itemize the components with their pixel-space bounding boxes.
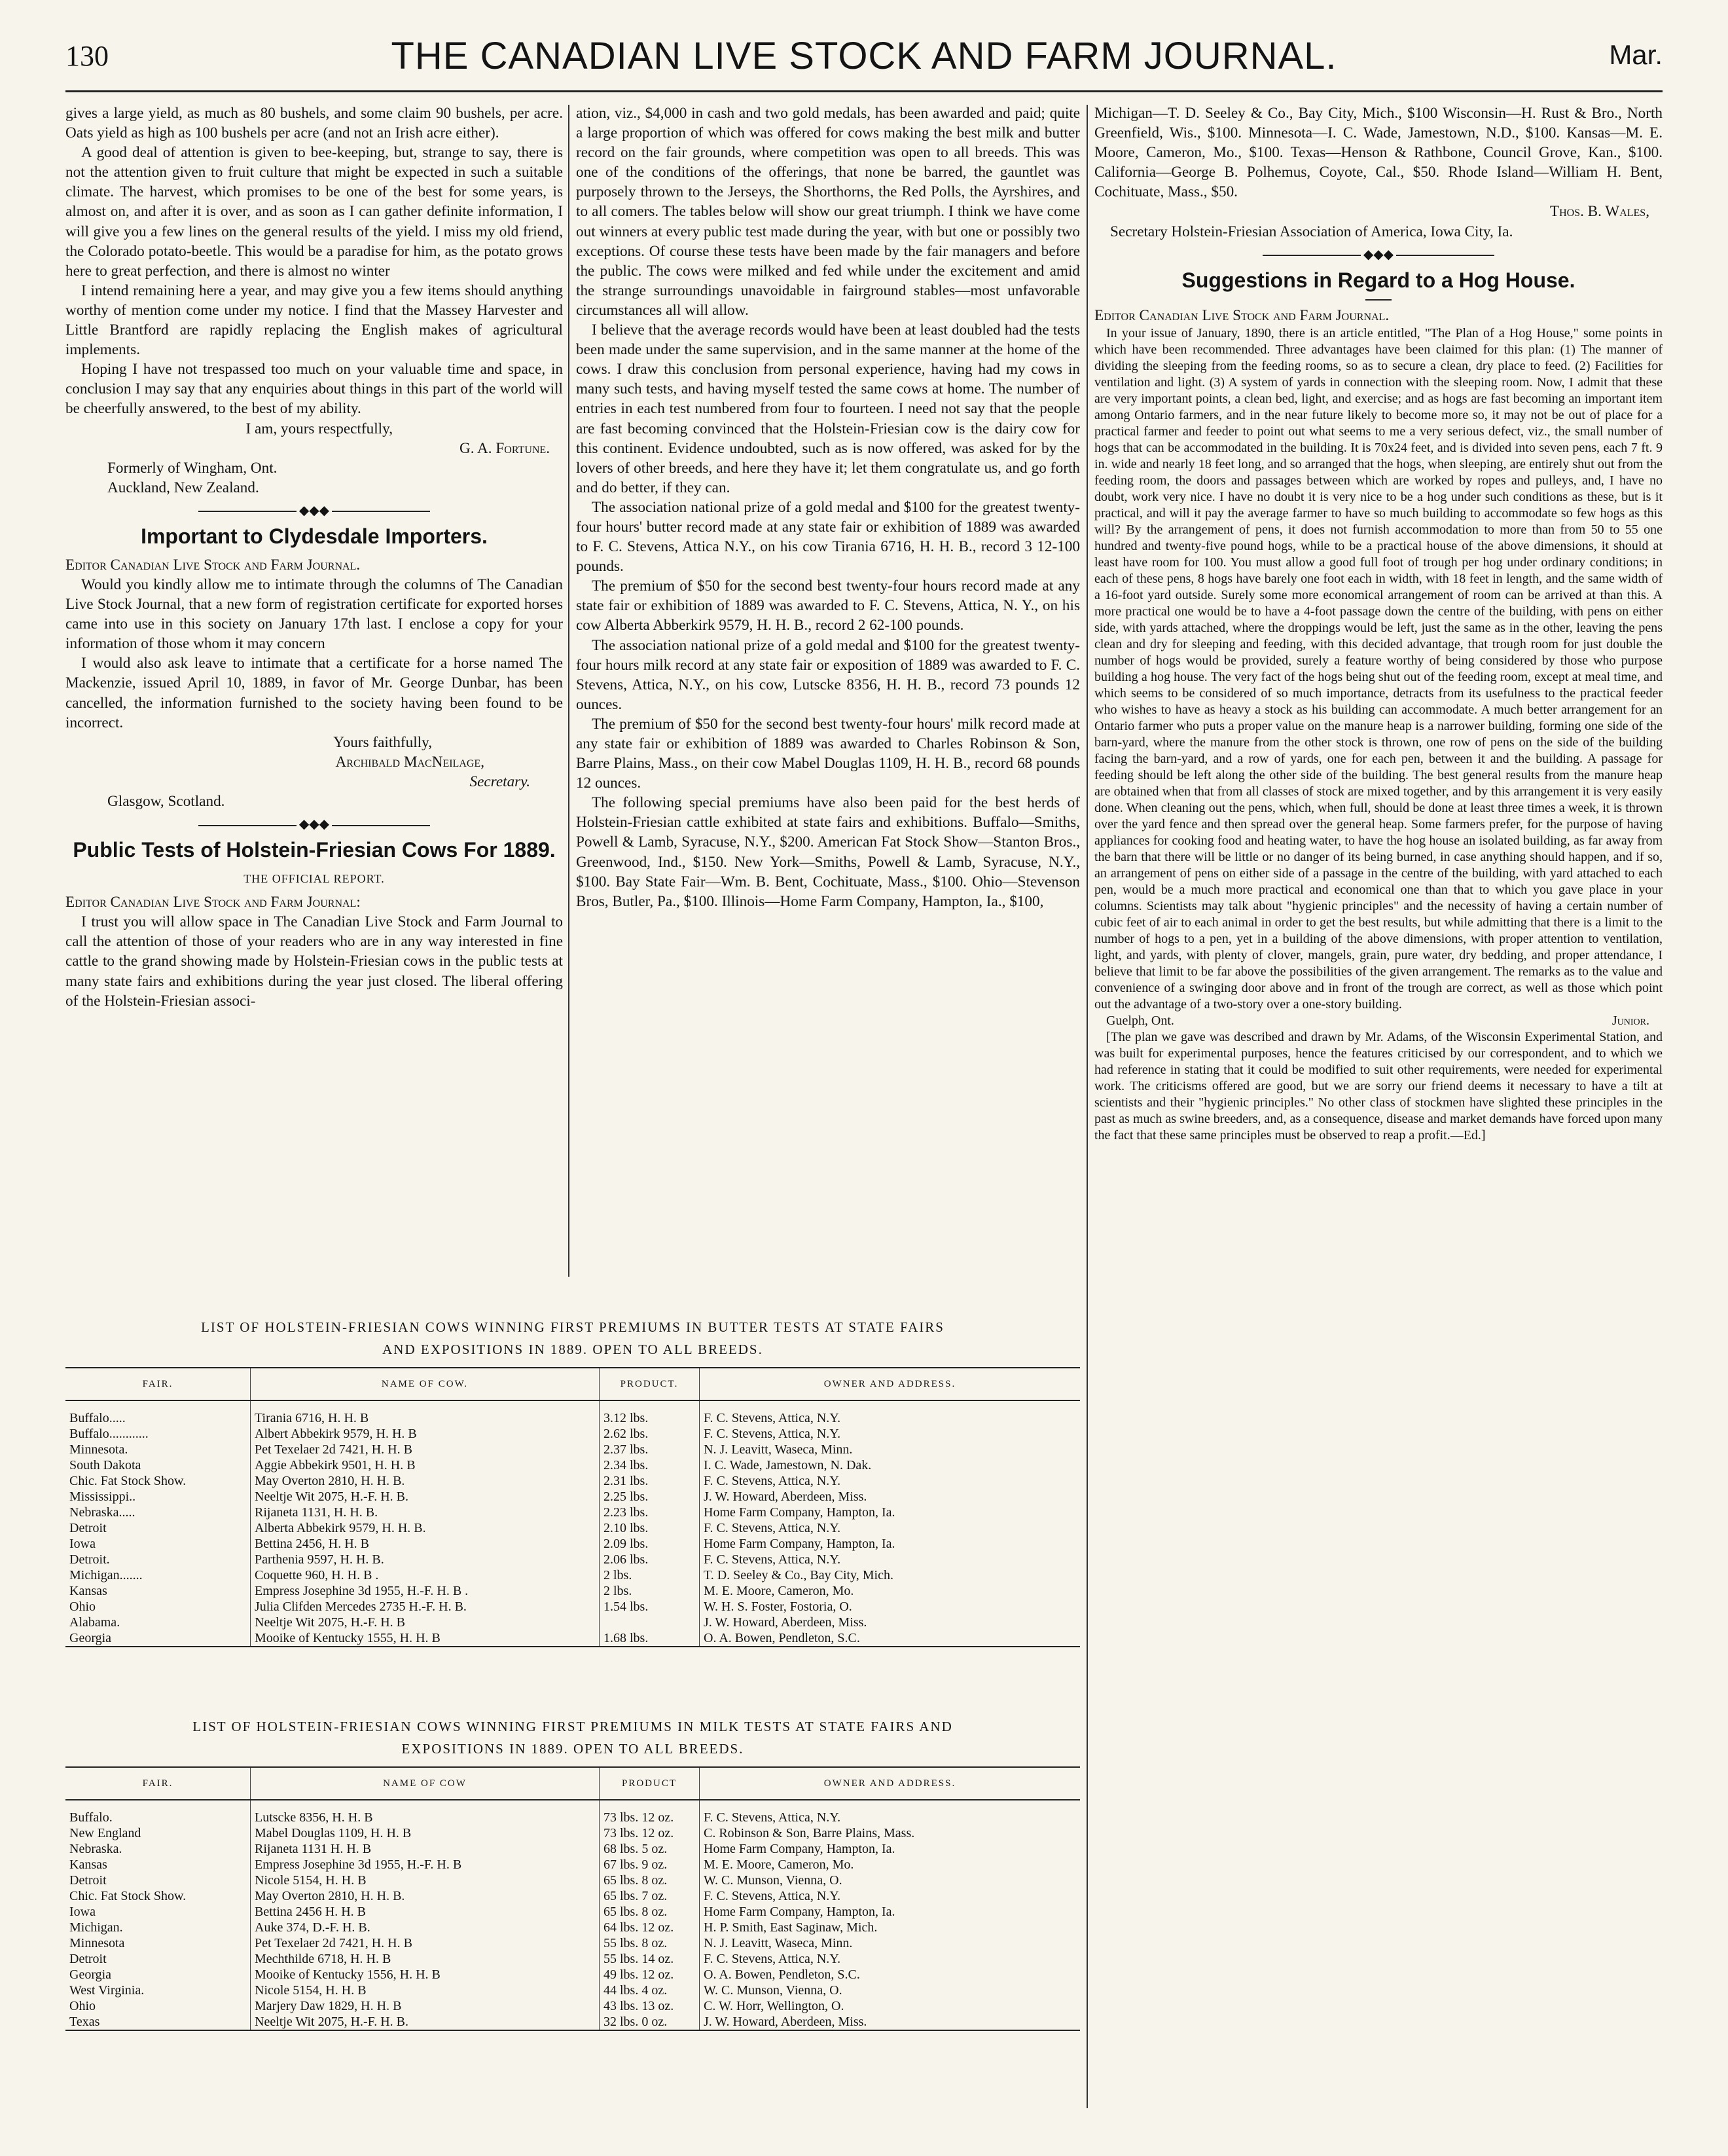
milk-test-table	[65, 1766, 1080, 2031]
table-cell-owner: M. E. Moore, Cameron, Mo.	[704, 1857, 854, 1872]
table-cell-owner: H. P. Smith, East Saginaw, Mich.	[704, 1920, 878, 1935]
table-cell-cow: Empress Josephine 3d 1955, H.-F. H. B .	[251, 1583, 600, 1599]
paragraph: Would you kindly allow me to intimate through the columns of The Canadian Live Stock Journal, that a new form of registration certificate for exported horses came into use in this society on January 17th last. I enclose a copy for your information of those whom it may concern	[65, 576, 563, 653]
paragraph: A good deal of attention is given to bee-keeping, but, strange to say, there is not the attention given to fruit culture that might be expected in such a suitable climate. The harvest, which promises to be one of the best for some years, is almost on, and after it is over, and as soon as I can gather definite information, I will give you a few lines on the general results of the yield. I miss my old friend, the Colorado potato-beetle. This would be a paradise for him, as the potato grows here to great perfection, and there is almost no winter	[65, 144, 563, 280]
editor-note: [The plan we gave was described and drawn by Mr. Adams, of the Wisconsin Experimental Station, and was built for experimental purposes, hence the features criticised by our correspondent, and to which we had reference in stating that it could be modified to suit other requirements, were needed for experimental work. The criticisms offered are good, but we are sorry our friend deems it necessary to have a tilt at scientists and their "hygienic principles." No other class of stockmen have slighted these principles in the past as much as swine breeders, and, as a consequence, disease and market demands have forced upon many the fact that these same principles must be observed to reap a profit.—Ed.]	[1094, 1029, 1663, 1142]
table-cell-prod: 2.23 lbs.	[600, 1505, 700, 1520]
letter-signature: Archibald MacNeilage,	[335, 753, 484, 771]
table-cell-fair: Chic. Fat Stock Show.	[65, 1888, 251, 1904]
table-cell-prod: 2.37 lbs.	[600, 1442, 700, 1457]
table-cell-owner: Home Farm Company, Hampton, Ia.	[704, 1905, 895, 1919]
table-cell-prod: 65 lbs. 8 oz.	[600, 1904, 700, 1920]
table-cell-prod: 2 lbs.	[600, 1583, 700, 1599]
column-3	[1094, 103, 1663, 1144]
column-2	[576, 103, 1080, 911]
table-cell-prod: 2.34 lbs.	[600, 1457, 700, 1473]
table-row	[65, 1473, 1080, 1489]
table-cell-cow: Rijaneta 1131, H. H. B.	[251, 1505, 600, 1520]
letter-place: Glasgow, Scotland.	[107, 793, 225, 810]
table-row	[65, 1935, 1080, 1951]
article-heading: Public Tests of Holstein-Friesian Cows For 1889.	[73, 838, 556, 862]
table-cell-prod: 2 lbs.	[600, 1567, 700, 1583]
paragraph: The association national prize of a gold medal and $100 for the greatest twenty-four hours milk record at any state fair or exposition of 1889 was awarded to F. C. Stevens, Attica, N.Y., on his cow, Lutscke 8356, H. H. B., record 73 pounds 12 ounces.	[576, 636, 1080, 713]
table-cell-prod: 67 lbs. 9 oz.	[600, 1857, 700, 1873]
table-cell-owner: W. C. Munson, Vienna, O.	[704, 1873, 842, 1888]
table-cell-owner: F. C. Stevens, Attica, N.Y.	[704, 1810, 841, 1825]
table-cell-owner: Home Farm Company, Hampton, Ia.	[704, 1505, 895, 1520]
table-cell-prod: 55 lbs. 8 oz.	[600, 1935, 700, 1951]
letter-signature: Thos. B. Wales,	[1549, 203, 1649, 221]
table-cell-fair: Kansas	[65, 1583, 251, 1599]
column-header: PRODUCT.	[600, 1368, 700, 1400]
table-row	[65, 1400, 1080, 1426]
table-cell-fair: Texas	[65, 2014, 251, 2030]
column-header: PRODUCT	[600, 1767, 700, 1800]
table-cell-prod: 49 lbs. 12 oz.	[600, 1967, 700, 1982]
table-cell-cow: Albert Abbekirk 9579, H. H. B	[251, 1426, 600, 1442]
table-cell-prod: 55 lbs. 14 oz.	[600, 1951, 700, 1967]
table-cell-cow: Pet Texelaer 2d 7421, H. H. B	[251, 1935, 600, 1951]
table-cell-fair: Chic. Fat Stock Show.	[65, 1473, 251, 1489]
table-cell-owner: F. C. Stevens, Attica, N.Y.	[704, 1552, 841, 1567]
table-cell-cow: Empress Josephine 3d 1955, H.-F. H. B	[251, 1857, 600, 1873]
section-divider: ◆◆◆	[65, 818, 563, 831]
journal-title: THE CANADIAN LIVE STOCK AND FARM JOURNAL.	[391, 35, 1337, 77]
table-cell-owner: F. C. Stevens, Attica, N.Y.	[704, 1889, 841, 1903]
table-cell-fair: Detroit	[65, 1520, 251, 1536]
table-row	[65, 1841, 1080, 1857]
table-cell-owner: F. C. Stevens, Attica, N.Y.	[704, 1411, 841, 1425]
letter-place-and-signature	[1094, 1013, 1663, 1029]
table-row	[65, 1998, 1080, 2014]
table-cell-cow: Tirania 6716, H. H. B	[251, 1400, 600, 1426]
table-title: EXPOSITIONS IN 1889. OPEN TO ALL BREEDS.	[401, 1741, 744, 1757]
editor-address: Editor Canadian Live Stock and Farm Journal.	[65, 556, 361, 574]
table-cell-owner: C. Robinson & Son, Barre Plains, Mass.	[704, 1826, 915, 1840]
paragraph: I trust you will allow space in The Canadian Live Stock and Farm Journal to call the attention of those of your readers who are in any way interested in fine cattle to the grand showing made by Holstein-Friesian cows in the public tests at many state fairs and exhibitions during the year just closed. The liberal offering of the Holstein-Friesian associ-	[65, 913, 563, 1010]
table-row	[65, 1520, 1080, 1536]
letter-place: Auckland, New Zealand.	[107, 479, 259, 496]
letter-closing: I am, yours respectfully,	[245, 420, 393, 437]
column-header: OWNER AND ADDRESS.	[700, 1767, 1081, 1800]
table-row	[65, 1967, 1080, 1982]
table-row	[65, 1920, 1080, 1935]
table-cell-owner: I. C. Wade, Jamestown, N. Dak.	[704, 1458, 872, 1472]
table-cell-fair: South Dakota	[65, 1457, 251, 1473]
table-row	[65, 1457, 1080, 1473]
table-cell-fair: Minnesota.	[65, 1442, 251, 1457]
table-cell-cow: Mooike of Kentucky 1556, H. H. B	[251, 1967, 600, 1982]
table-row	[65, 1489, 1080, 1505]
table-row	[65, 1615, 1080, 1630]
paragraph: I intend remaining here a year, and may give you a few items should anything worthy of mention come under my notice. I find that the Massey Harvester and Little Brantford are rapidly replacing the English makes of agricultural implements.	[65, 282, 563, 359]
table-row	[65, 1873, 1080, 1888]
table-row	[65, 1630, 1080, 1647]
table-cell-fair: Nebraska.	[65, 1841, 251, 1857]
table-cell-fair: Alabama.	[65, 1615, 251, 1630]
table-cell-owner: N. J. Leavitt, Waseca, Minn.	[704, 1442, 853, 1457]
page-number: 130	[65, 40, 109, 72]
column-header: NAME OF COW	[251, 1767, 600, 1800]
table-title: AND EXPOSITIONS IN 1889. OPEN TO ALL BREEDS.	[382, 1342, 763, 1357]
table-cell-cow: Coquette 960, H. H. B .	[251, 1567, 600, 1583]
table-header-row	[65, 1767, 1080, 1800]
table-cell-prod: 68 lbs. 5 oz.	[600, 1841, 700, 1857]
table-row	[65, 1800, 1080, 1825]
table-row	[65, 1552, 1080, 1567]
table-cell-owner: F. C. Stevens, Attica, N.Y.	[704, 1521, 841, 1535]
paragraph: Hoping I have not trespassed too much on your valuable time and space, in conclusion I may say that any enquiries about things in this part of the world will be cheerfully answered, to the best of my ability.	[65, 361, 563, 418]
section-divider: ◆◆◆	[65, 504, 563, 517]
table-cell-cow: Mechthilde 6718, H. H. B	[251, 1951, 600, 1967]
table-cell-prod: 64 lbs. 12 oz.	[600, 1920, 700, 1935]
table-cell-owner: T. D. Seeley & Co., Bay City, Mich.	[704, 1568, 893, 1582]
table-cell-prod: 32 lbs. 0 oz.	[600, 2014, 700, 2030]
table-header-row	[65, 1368, 1080, 1400]
letter-signature-title: Secretary.	[469, 773, 530, 790]
table-cell-prod: 73 lbs. 12 oz.	[600, 1800, 700, 1825]
table-cell-fair: Minnesota	[65, 1935, 251, 1951]
table-cell-prod: 44 lbs. 4 oz.	[600, 1982, 700, 1998]
column-1	[65, 103, 563, 1011]
table-cell-owner: O. A. Bowen, Pendleton, S.C.	[700, 1630, 1081, 1647]
table-cell-prod: 73 lbs. 12 oz.	[600, 1825, 700, 1841]
table-cell-fair: Detroit	[65, 1873, 251, 1888]
table-cell-fair: New England	[65, 1825, 251, 1841]
table-cell-prod: 2.10 lbs.	[600, 1520, 700, 1536]
table-cell-fair: Buffalo.	[65, 1800, 251, 1825]
table-cell-fair: Buffalo.....	[65, 1400, 251, 1426]
table-cell-cow: May Overton 2810, H. H. B.	[251, 1888, 600, 1904]
letter-signature-title: Secretary Holstein-Friesian Association of America, Iowa City, Ia.	[1110, 223, 1513, 240]
table-cell-prod: 65 lbs. 8 oz.	[600, 1873, 700, 1888]
butter-test-table	[65, 1367, 1080, 1647]
table-cell-owner: F. C. Stevens, Attica, N.Y.	[704, 1474, 841, 1488]
table-cell-owner: Home Farm Company, Hampton, Ia.	[704, 1842, 895, 1856]
section-divider: ◆◆◆	[1094, 248, 1663, 261]
table-row	[65, 1505, 1080, 1520]
table-cell-owner: J. W. Howard, Aberdeen, Miss.	[704, 1489, 867, 1504]
table-cell-fair: Mississippi..	[65, 1489, 251, 1505]
table-row	[65, 1904, 1080, 1920]
article-body	[1094, 325, 1663, 1144]
table-row	[65, 1426, 1080, 1442]
letter-signature: G. A. Fortune.	[459, 439, 550, 457]
table-cell-fair: Georgia	[65, 1967, 251, 1982]
table-cell-cow: Nicole 5154, H. H. B	[251, 1873, 600, 1888]
table-row	[65, 1599, 1080, 1615]
butter-test-table-block	[65, 1316, 1080, 1647]
article-subheading: THE OFFICIAL REPORT.	[243, 872, 385, 886]
table-cell-cow: Pet Texelaer 2d 7421, H. H. B	[251, 1442, 600, 1457]
letter-closing: Yours faithfully,	[333, 733, 432, 751]
table-cell-fair: West Virginia.	[65, 1982, 251, 1998]
paragraph: gives a large yield, as much as 80 bushels, and some claim 90 bushels, per acre. Oats yield as high as 100 bushels per acre (and not an Irish acre either).	[65, 105, 563, 142]
table-cell-prod: 2.06 lbs.	[600, 1552, 700, 1567]
paragraph: I would also ask leave to intimate that a certificate for a horse named The Mackenzie, issued April 10, 1889, in favor of Mr. George Dunbar, has been cancelled, the information furnished to the society having been found to be incorrect.	[65, 655, 563, 731]
column-header: OWNER AND ADDRESS.	[700, 1368, 1081, 1400]
table-row	[65, 1825, 1080, 1841]
table-cell-fair: Kansas	[65, 1857, 251, 1873]
table-cell-cow: Neeltje Wit 2075, H.-F. H. B.	[251, 1489, 600, 1505]
table-cell-owner: F. C. Stevens, Attica, N.Y.	[704, 1427, 841, 1441]
table-cell-prod: 43 lbs. 13 oz.	[600, 1998, 700, 2014]
letter-place: Guelph, Ont.	[1106, 1013, 1174, 1028]
table-cell-owner: C. W. Horr, Wellington, O.	[704, 1999, 844, 2013]
table-cell-fair: Detroit	[65, 1951, 251, 1967]
paragraph: The premium of $50 for the second best twenty-four hours' milk record made at any state fair or exhibition of 1889 was awarded to Charles Robinson & Son, Barre Plains, Mass., on their cow Mabel Douglas 1109, H. H. B., record 68 pounds 12 ounces.	[576, 715, 1080, 792]
issue-month: Mar.	[1609, 39, 1663, 70]
table-cell-cow: Lutscke 8356, H. H. B	[251, 1800, 600, 1825]
table-cell-cow: Aggie Abbekirk 9501, H. H. B	[251, 1457, 600, 1473]
table-row	[65, 1567, 1080, 1583]
table-cell-fair: Ohio	[65, 1599, 251, 1615]
table-cell-fair: Nebraska.....	[65, 1505, 251, 1520]
table-cell-fair: Georgia	[65, 1630, 251, 1647]
editor-address: Editor Canadian Live Stock and Farm Journal.	[1094, 306, 1390, 324]
table-row	[65, 2014, 1080, 2030]
table-title: LIST OF HOLSTEIN-FRIESIAN COWS WINNING FIRST PREMIUMS IN MILK TESTS AT STATE FAIRS AND	[192, 1719, 953, 1734]
table-row	[65, 1536, 1080, 1552]
table-cell-prod	[600, 1615, 700, 1630]
paragraph: Michigan—T. D. Seeley & Co., Bay City, Mich., $100 Wisconsin—H. Rust & Bro., North Greenfield, Wis., $100. Minnesota—I. C. Wade, Jamestown, N.D., $100. Kansas—M. E. Moore, Cameron, Mo., $100. Texas—Henson & Rathbone, Council Grove, Kan., $100. California—George B. Polhemus, Coyote, Cal., $50. Rhode Island—William H. Bent, Cochituate, Mass., $50.	[1094, 105, 1663, 201]
table-cell-cow: Neeltje Wit 2075, H.-F. H. B	[251, 1615, 600, 1630]
table-cell-owner: J. W. Howard, Aberdeen, Miss.	[700, 2014, 1081, 2030]
table-row	[65, 1442, 1080, 1457]
table-cell-cow: Alberta Abbekirk 9579, H. H. B.	[251, 1520, 600, 1536]
table-cell-fair: Detroit.	[65, 1552, 251, 1567]
column-rule-left	[568, 105, 569, 1277]
table-cell-cow: Julia Clifden Mercedes 2735 H.-F. H. B.	[251, 1599, 600, 1615]
paragraph: In your issue of January, 1890, there is an article entitled, "The Plan of a Hog House," some points in which have been recommended. Three advantages have been claimed for this plan: (1) The manner of dividing the sleeping from the feeding rooms, so as to secure a clean, dry place to feed. (2) Facilities for ventilation and light. (3) A system of yards in connection with the sleeping room. Now, I admit that these are very important points, a clean bed, light, and exercise; and as hogs are fast becoming an important item among Ontario farmers, and in the near future likely to become more so, it may not be out of place for a practical farmer and feeder to point out what seems to me a very serious defect, viz., the small number of hogs that can be accommodated in the building. It is 70x24 feet, and is divided into seven pens, each 7 ft. 9 in. wide and nearly 18 feet long, and so arranged that the hogs, when sleeping, are entirely shut out from the feeding room, the doors and passages between which are worked by ropes and pulleys, and, I have no doubt, work very nice. I have no doubt it is very nice to be a hog under such conditions as these, but is it practical, and will it pay the average farmer to have so much building to accommodate so few hogs as this will? By the arrangement of pens, it does not furnish accommodation to more than from 50 to 55 one hundred and twenty-five pound hogs, while to be a practical house of the above dimensions, it should at least have room for 100. You must allow a good full foot of trough per hog under ordinary conditions; in each of these pens, 8 hogs have barely one foot each in width, with 18 feet in length, and the same width of a 16-foot yard outside. Surely some more economical arrangement of room can be arrived at than this. A more practical one would be to have a 4-foot passage down the centre of the building, with pens on either side, with yards attached, where the droppings would be left, just the same as in the other, leaving the pens clean and dry for sleeping and feeding, with this decided advantage, that trough room for just double the number of hogs would be provided, surely a feature worthy of being considered by those who purpose building a hog house. The very fact of the hogs being shut out of the feeding room, except at meal time, and which seems to be considered of so much importance, detracts from its usefulness to the practical feeder who wishes to have as heavy a stock as his building can accommodate. A much better arrangement for an Ontario farmer who puts a proper value on the manure heap is a narrower building, forming one side of the barn-yard, where the manure from the other stock is thrown, one row of pens on the side of the building facing the barn-yard, and a row of yards, one for each pen, between it and the building. A passage for feeding should be left along the other side of the building. The best general results from the manure heap are obtained when that from all classes of stock are mixed together, and by this arrangement it is very easily done. When cleaning out the pens, which, when full, should be done at least three times a week, it is thrown over the yard fence and then spread over the general heap. Some farmers prefer, for the purpose of having appliances for cooking food and heating water, to have the hog house an isolated building, as far away from the barn that there will be little or no danger of its being burned, in case anything should happen, and if so, an arrangement of pens on either side of a passage in the centre of the building, with yard attached to each pen, would be a much more practical and economical one than that to which you gave place in your columns. Scientists may talk about "hygienic principles" and the necessity of having a certain number of cubic feet of air to each animal in order to get the best results, but while admitting that there is a limit to the number of hogs to a pen, yet in a building of the above dimensions, with proper attention to ventilation, light, and yards, with plenty of clover, mangels, grain, pure water, dry bedding, and proper attendance, I believe that limit to be far above the possibilities of the given arrangement. The remarks as to the value and convenience of a swinging door above and in front of the trough are correct, as well as those which point out the advantage of a two-story over a one-story building.	[1094, 325, 1663, 1012]
table-row	[65, 1857, 1080, 1873]
article-heading: Important to Clydesdale Importers.	[141, 524, 488, 548]
table-cell-fair: Michigan.	[65, 1920, 251, 1935]
table-row	[65, 1583, 1080, 1599]
column-header: FAIR.	[65, 1368, 251, 1400]
table-cell-cow: Mabel Douglas 1109, H. H. B	[251, 1825, 600, 1841]
table-cell-owner: M. E. Moore, Cameron, Mo.	[704, 1584, 854, 1598]
column-header: FAIR.	[65, 1767, 251, 1800]
table-cell-fair: Iowa	[65, 1536, 251, 1552]
letter-signature: Junior.	[1611, 1013, 1649, 1028]
table-cell-cow: Marjery Daw 1829, H. H. B	[251, 1998, 600, 2014]
column-header: NAME OF COW.	[251, 1368, 600, 1400]
table-cell-owner: N. J. Leavitt, Waseca, Minn.	[704, 1936, 853, 1950]
table-row	[65, 1888, 1080, 1904]
table-row	[65, 1982, 1080, 1998]
table-cell-prod: 2.09 lbs.	[600, 1536, 700, 1552]
table-cell-fair: Ohio	[65, 1998, 251, 2014]
column-rule-right	[1087, 105, 1088, 2108]
table-cell-cow: Bettina 2456, H. H. B	[251, 1536, 600, 1552]
table-cell-owner: W. H. S. Foster, Fostoria, O.	[704, 1599, 852, 1614]
table-cell-prod: 1.54 lbs.	[600, 1599, 700, 1615]
table-cell-cow: May Overton 2810, H. H. B.	[251, 1473, 600, 1489]
table-title: LIST OF HOLSTEIN-FRIESIAN COWS WINNING FIRST PREMIUMS IN BUTTER TESTS AT STATE FAIRS	[201, 1319, 945, 1335]
page-header	[65, 34, 1663, 86]
table-cell-fair: Michigan.......	[65, 1567, 251, 1583]
table-cell-fair: Iowa	[65, 1904, 251, 1920]
paragraph: The association national prize of a gold medal and $100 for the greatest twenty-four hours' butter record made at any state fair or exhibition of 1889 was awarded to F. C. Stevens, Attica N.Y., on his cow Tirania 6716, H. H. B., record 3 12-100 pounds.	[576, 498, 1080, 576]
article-heading: Suggestions in Regard to a Hog House.	[1181, 268, 1575, 292]
paragraph: I believe that the average records would have been at least doubled had the tests been made under the same supervision, and in the same manner at the home of the cows. I draw this conclusion from personal experience, having had my cows in many such tests, and having myself tested the same cows at home. The number of entries in each test numbered from four to fourteen. I need not say that the people are fast becoming convinced that the Holstein-Friesian cow is the dairy cow for this continent. Evidence undoubted, such as is now offered, was asked for by the lovers of other breeds, and here they have it; let them congratulate us, and go forth and do better, if they can.	[576, 321, 1080, 496]
table-cell-cow: Nicole 5154, H. H. B	[251, 1982, 600, 1998]
milk-test-table-block	[65, 1715, 1080, 2031]
table-cell-owner: W. C. Munson, Vienna, O.	[704, 1983, 842, 1998]
table-cell-owner: O. A. Bowen, Pendleton, S.C.	[704, 1967, 860, 1982]
heading-rule	[1365, 299, 1392, 301]
table-cell-cow: Parthenia 9597, H. H. B.	[251, 1552, 600, 1567]
table-row	[65, 1951, 1080, 1967]
table-cell-prod: 1.68 lbs.	[600, 1630, 700, 1647]
table-cell-fair: Buffalo............	[65, 1426, 251, 1442]
editor-address: Editor Canadian Live Stock and Farm Journal:	[65, 894, 361, 911]
table-cell-cow: Rijaneta 1131 H. H. B	[251, 1841, 600, 1857]
table-cell-cow: Auke 374, D.-F. H. B.	[251, 1920, 600, 1935]
table-cell-owner: F. C. Stevens, Attica, N.Y.	[704, 1952, 841, 1966]
table-cell-prod: 65 lbs. 7 oz.	[600, 1888, 700, 1904]
table-cell-cow: Bettina 2456 H. H. B	[251, 1904, 600, 1920]
table-cell-prod: 2.62 lbs.	[600, 1426, 700, 1442]
letter-place: Formerly of Wingham, Ont.	[107, 459, 278, 477]
table-cell-prod: 2.31 lbs.	[600, 1473, 700, 1489]
table-cell-owner: Home Farm Company, Hampton, Ia.	[704, 1537, 895, 1551]
table-cell-owner: J. W. Howard, Aberdeen, Miss.	[704, 1615, 867, 1630]
table-cell-cow: Neeltje Wit 2075, H.-F. H. B.	[251, 2014, 600, 2030]
header-rule	[65, 90, 1663, 92]
paragraph: The premium of $50 for the second best twenty-four hours record made at any state fair or exhibition of 1889 was awarded to F. C. Stevens, Attica, N. Y., on his cow Alberta Abberkirk 9579, H. H. B., record 2 62-100 pounds.	[576, 577, 1080, 634]
table-cell-prod: 2.25 lbs.	[600, 1489, 700, 1505]
paragraph: The following special premiums have also been paid for the best herds of Holstein-Friesian cattle exhibited at state fairs and exhibitions. Buffalo—Smiths, Powell & Lamb, Syracuse, N.Y., $200. American Fat Stock Show—Stanton Bros., Greenwood, Ind., $150. New York—Smiths, Powell & Lamb, Syracuse, N.Y., $100. Bay State Fair—Wm. B. Bent, Cochituate, Mass., $100. Ohio—Stevenson Bros, Butler, Pa., $100. Illinois—Home Farm Company, Hampton, Ia., $100,	[576, 794, 1080, 910]
paragraph: ation, viz., $4,000 in cash and two gold medals, has been awarded and paid; quite a large proportion of which was offered for cows making the best milk and butter record on the fair grounds, where competition was open to all breeds. This was one of the conditions of the offerings, that none be barred, the gauntlet was purposely thrown to the Jerseys, the Shorthorns, the Red Polls, the Ayrshires, and to all comers. The tables below will show our great triumph. I think we have come out winners at every public test made during the year, with but one or possibly two exceptions. Of course these tests have been made by the fair managers and before the public. The cows were milked and fed while under the excitement and amid the strange surroundings unavoidable in fairground stables—most unfavorable circumstances all will allow.	[576, 105, 1080, 319]
table-cell-cow: Mooike of Kentucky 1555, H. H. B	[251, 1630, 600, 1647]
table-cell-prod: 3.12 lbs.	[600, 1400, 700, 1426]
